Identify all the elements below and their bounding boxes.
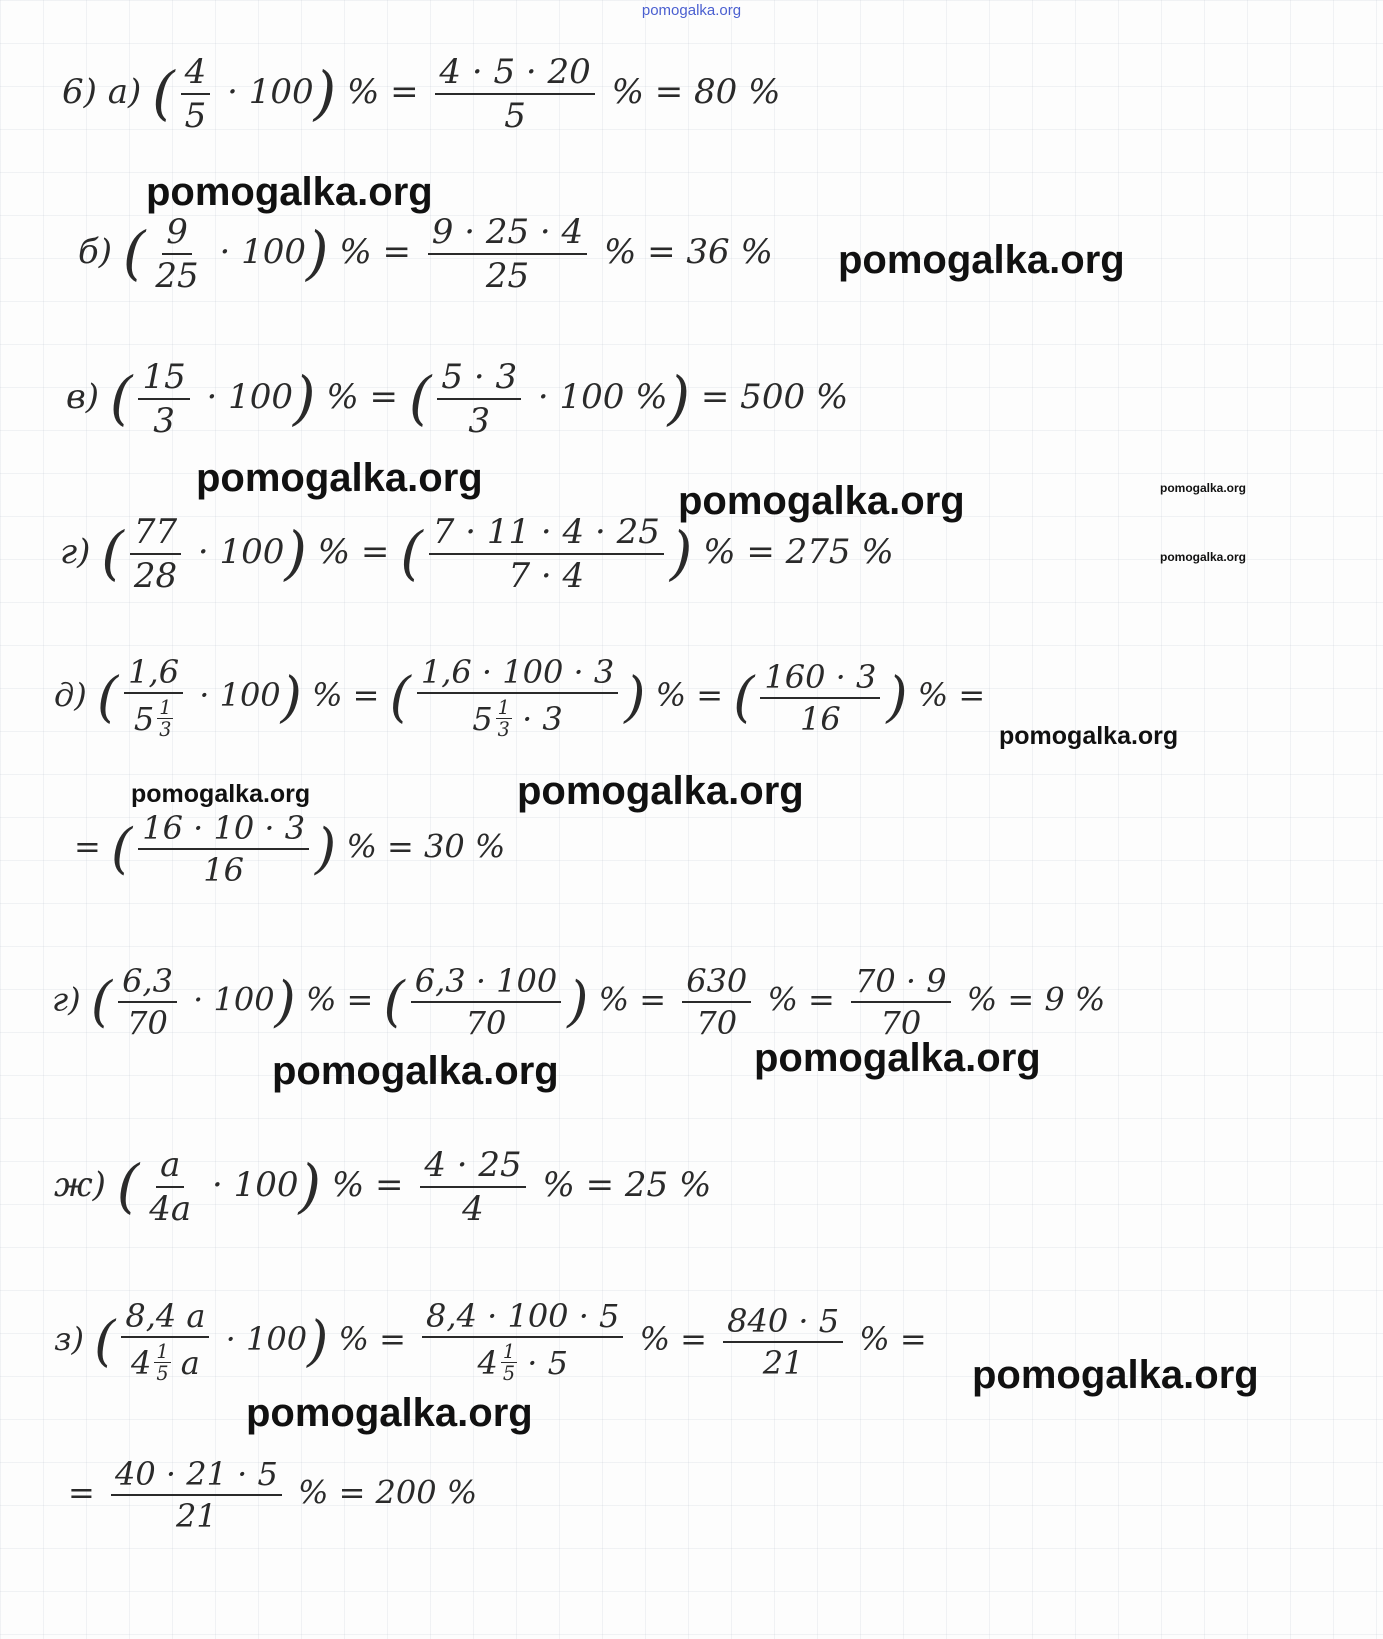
item-label: б) xyxy=(78,232,113,272)
item-label: г) xyxy=(52,980,81,1019)
item-label: з) xyxy=(54,1320,84,1359)
watermark: pomogalka.org xyxy=(1160,550,1247,564)
watermark: pomogalka.org xyxy=(678,479,965,523)
header-watermark: pomogalka.org xyxy=(641,2,742,19)
item-label: ж) xyxy=(54,1165,106,1205)
watermark: pomogalka.org xyxy=(1160,481,1247,495)
equation-a: 6) а) ( $\frac{4}{5}$ · 100) % = $\frac{4 \cdot 5 \cdot 20}{5}$ % = 80 % xyxy=(62,52,781,136)
fraction: $\frac{4}{5}$ xyxy=(181,55,211,133)
equation-g: ж) ( $\frac{a}{4a}$ · 100) % = $\frac{4 \cdot 25}{4}$ % = 25 % xyxy=(54,1145,712,1229)
watermark: pomogalka.org xyxy=(972,1353,1259,1397)
watermark: pomogalka.org xyxy=(246,1391,533,1435)
watermark: pomogalka.org xyxy=(196,456,483,500)
item-label: 6) а) xyxy=(62,72,142,112)
item-label: д) xyxy=(54,676,87,715)
watermark: pomogalka.org xyxy=(272,1049,559,1093)
watermark: pomogalka.org xyxy=(517,769,804,813)
watermark: pomogalka.org xyxy=(999,722,1179,750)
equation-e: д) ( 1,6 5 $\frac{1}{3}$ · 100) % = ( 1,6 · 100 · 3 5 $\frac{1}{3}$ · 3 ) % = ( $\frac{160 \cdot 3}{16}$ ) % = xyxy=(54,653,986,742)
equation-e-continued: = ( $\frac{16 \cdot 10 \cdot 3}{16}$ ) % = 30 % xyxy=(74,809,506,889)
equation-h-continued: = $\frac{40 \cdot 21 \cdot 5}{21}$ % = 200 % xyxy=(68,1455,478,1535)
item-label: в) xyxy=(66,377,100,417)
equation-b: б) ( $\frac{9}{25}$ · 100) % = $\frac{9 \cdot 25 \cdot 4}{25}$ % = 36 % xyxy=(78,212,773,296)
watermark: pomogalka.org xyxy=(838,238,1125,282)
equation-c: в) ( $\frac{15}{3}$ · 100) % = ( $\frac{5 \cdot 3}{3}$ · 100 %) = 500 % xyxy=(66,357,849,441)
fraction: $\frac{4 \cdot 5 \cdot 20}{5}$ xyxy=(435,55,594,133)
equation-h: з) ( 8,4 a 4 $\frac{1}{5}$ a · 100) % = 8,4 · 100 · 5 4 $\frac{1}{5}$ · 5 % = $\frac{840 \cdot 5}{21}$ % = xyxy=(54,1297,927,1386)
equation-d: г) ( $\frac{77}{28}$ · 100) % = ( $\frac{7 \cdot 11 \cdot 4 \cdot 25}{7 \cdot 4}$ ) % = 275 % xyxy=(60,512,894,596)
watermark: pomogalka.org xyxy=(131,780,311,808)
equation-f: г) ( $\frac{6,3}{70}$ · 100) % = ( $\frac{6,3 \cdot 100}{70}$ ) % = $\frac{630}{70}$ % = $\frac{70 \cdot 9}{70}$ % = 9 % xyxy=(52,962,1106,1042)
item-label: г) xyxy=(60,532,91,572)
watermark: pomogalka.org xyxy=(754,1036,1041,1080)
watermark: pomogalka.org xyxy=(146,170,433,214)
